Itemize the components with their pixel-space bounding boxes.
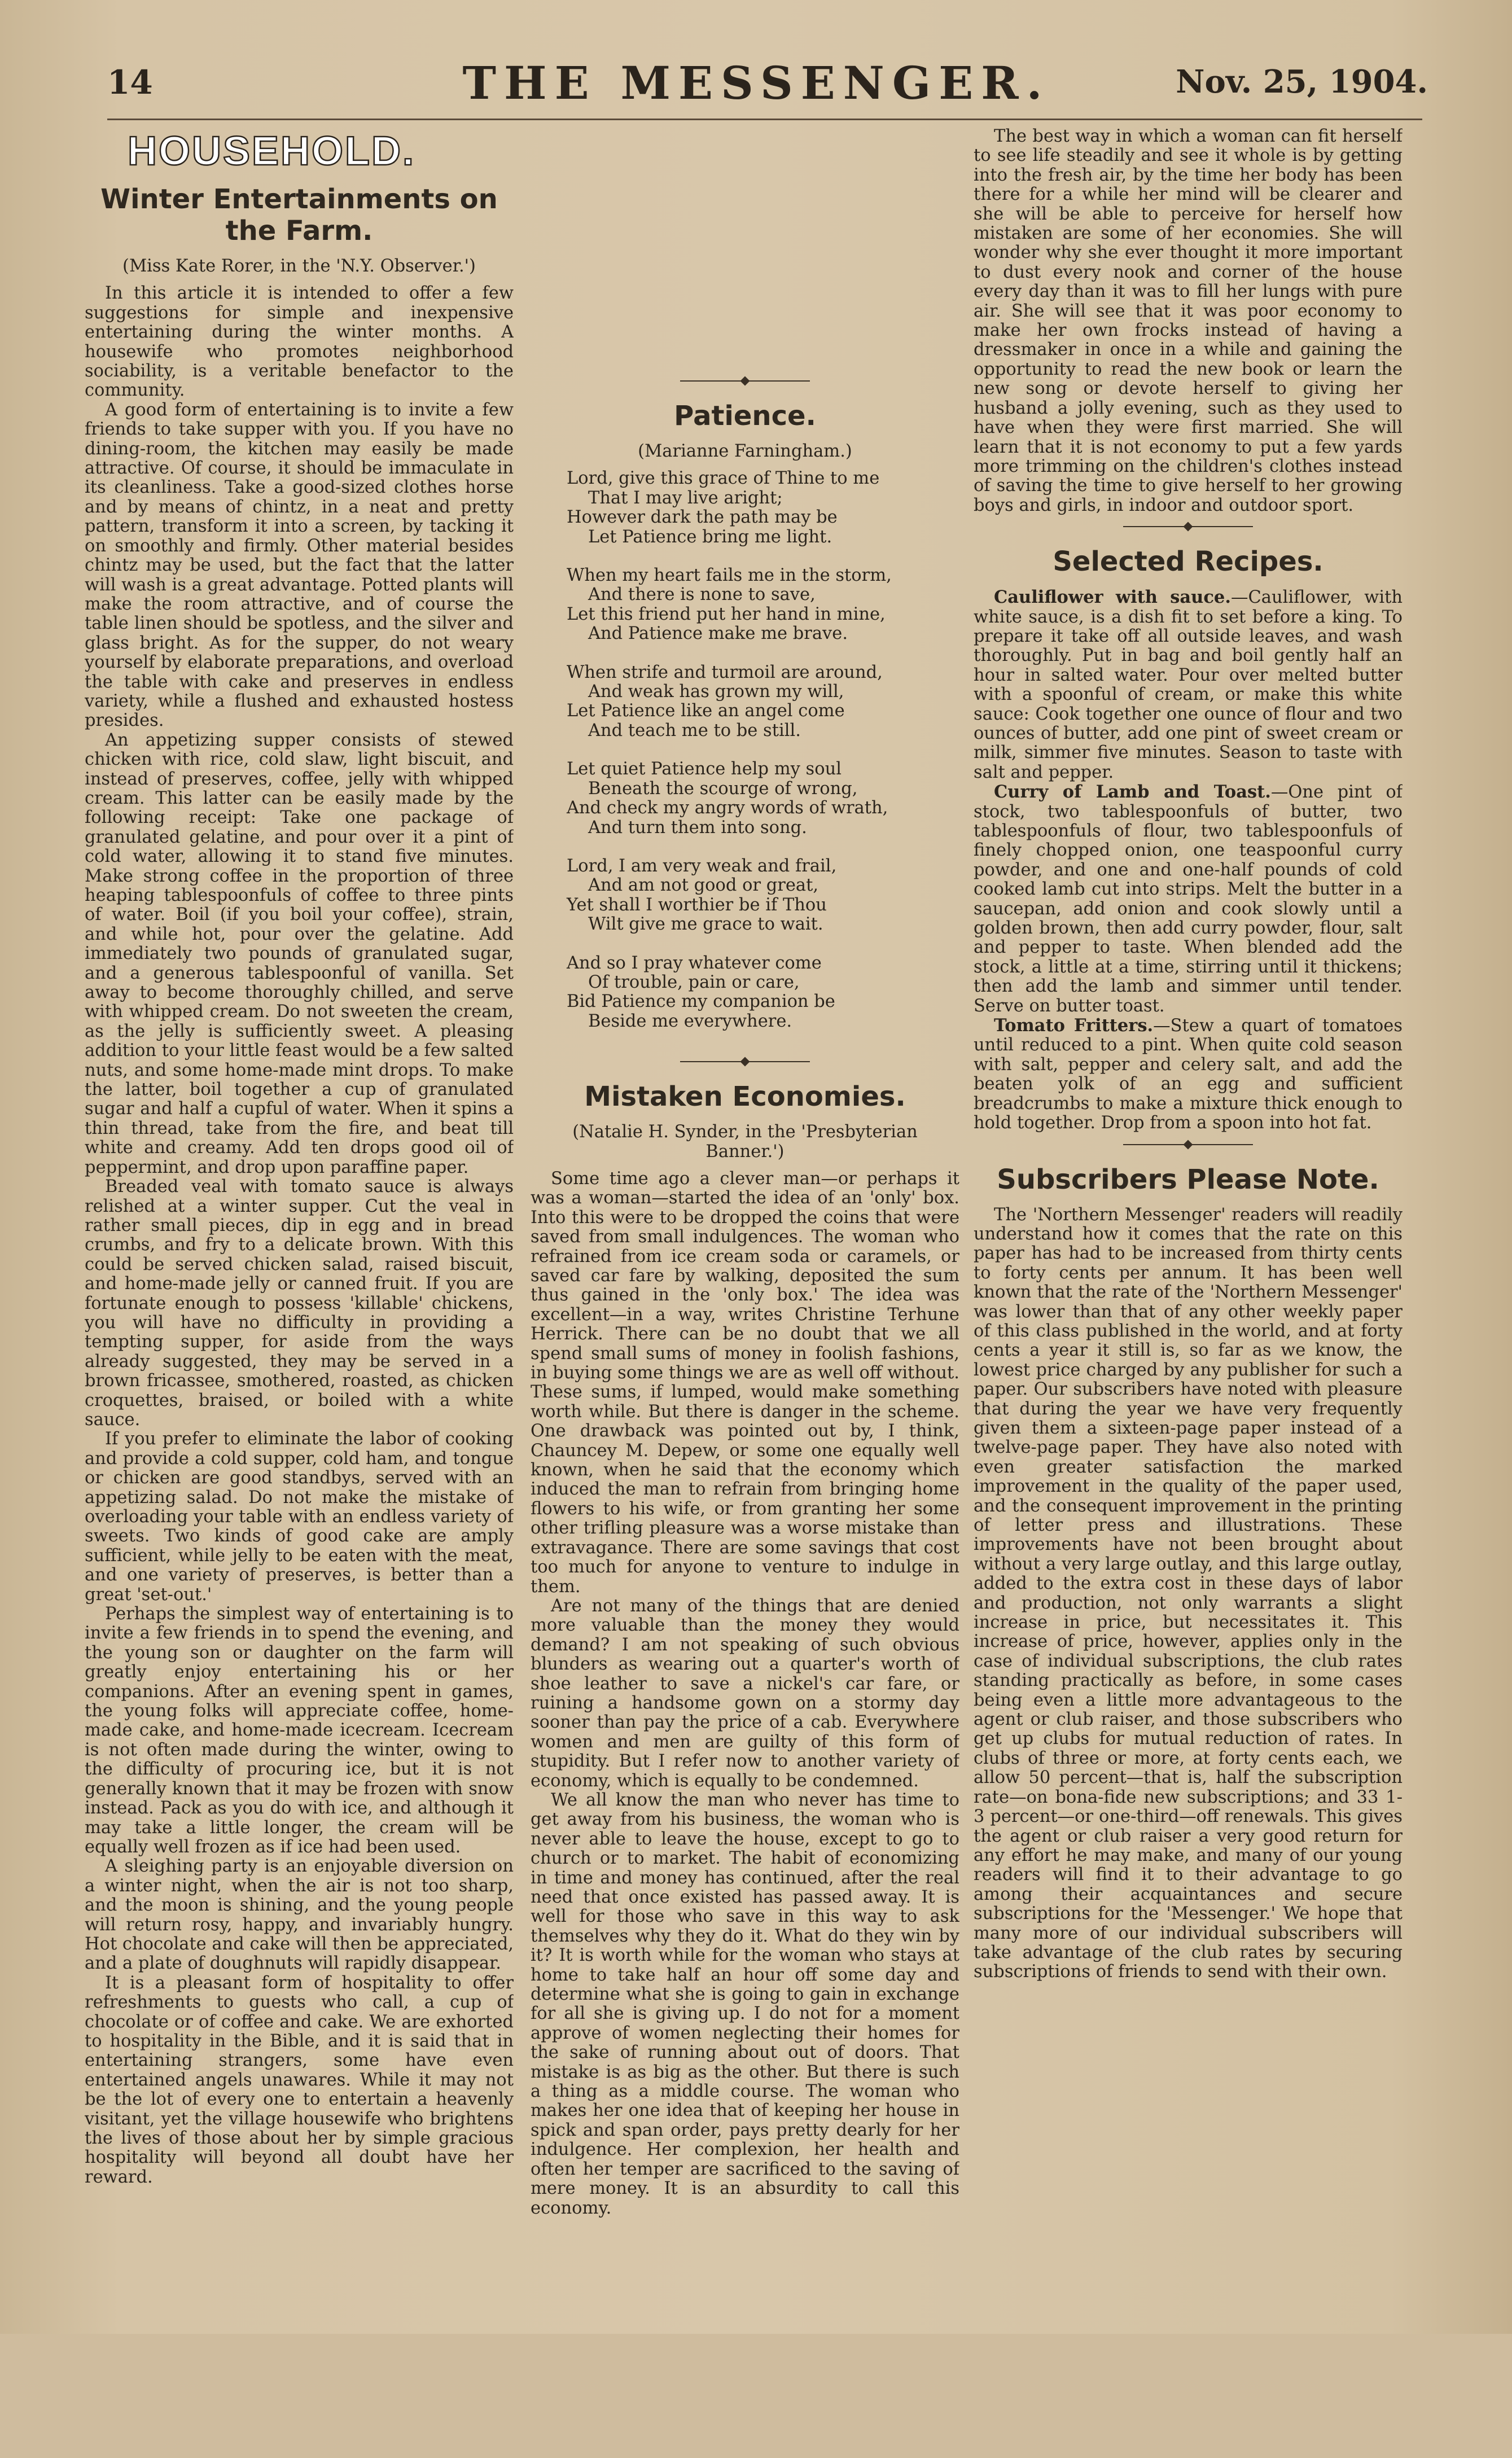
poem-line: Lord, give this grace of Thine to me [567,468,880,489]
article-title-recipes: Selected Recipes. [1053,546,1323,578]
poem-line: Of trouble, pain or care, [588,972,800,992]
paragraph: An appetizing supper consists of stewed chicken with rice, cold slaw, light biscuit, and instead of preserves, coffee, jelly with whipped cream. This latter can be easily made by the following receipt: Take one package of granulated gelatine, and pour over it a pint of cold water, allowing it to stand five minutes. Make strong coffee in the proportion of three heaping tablespoonfuls of coffee to three pints of water. Boil (if you boil your coffee), strain, and while hot, pour over the gelatine. Add immediately two pounds of granulated sugar, and a generous tablespoonful of vanilla. Set away to become thoroughly chilled, and serve with whipped cream. Do not sweeten the cream, as the jelly is sufficiently sweet. A pleasing addition to your little feast would be a few salted nuts, and some home-made mint drops. To make the latter, boil together a cup of granulated sugar and half a cupful of water. When it spins a thin thread, take from the fire, and beat till white and creamy. Add ten drops good oil of peppermint, and drop upon paraffine paper. [85,730,514,1177]
paragraph: In this article it is intended to offer a few suggestions for simple and inexpensive entertaining during the winter months. A housewife who promotes neighborhood sociability, is a veritable benefactor to the community. [85,283,514,401]
paragraph: Breaded veal with tomato sauce is always relished at a winter supper. Cut the veal in rather small pieces, dip in egg and in bread crumbs, and fry to a delicate brown. With this could be served chicken salad, raised biscuit, and home-made jelly or canned fruit. If you are fortunate enough to possess 'killable' chickens, you will have no difficulty in providing a tempting supper, for aside from the ways already suggested, they may be served in a brown fricassee, smothered, roasted, as chicken croquettes, braised, or boiled with a white sauce. [85,1177,514,1430]
recipe-item [974,588,1403,782]
poem-line: Let Patience like an angel come [567,701,845,721]
article-title-economies: Mistaken Economies. [584,1081,906,1113]
poem-line: Lord, I am very weak and frail, [567,856,837,876]
poem-line: And check my angry words of wrath, [567,798,888,818]
poem-stanza [546,954,959,1032]
column-1 [85,121,514,2210]
poem-line: And am not good or great, [588,875,819,896]
paragraph: A good form of entertaining is to invite a few friends to take supper with you. If you have no dining-room, the kitchen may easily be made attractive. Of course, it should be immaculate in its cleanliness. Take a good-sized clothes horse and by means of chintz, in a neat and pretty pattern, transform it into a screen, by tacking it on smoothly and firmly. Other material besides chintz may be used, but the fact that the latter will wash is a great advantage. Potted plants will make the room attractive, and of course the table linen should be spotless, and the silver and glass bright. As for the supper, do not weary yourself by elaborate preparations, and overload the table with cake and preserves in endless variety, while a flushed and exhausted hostess presides. [85,400,514,731]
paragraph: The 'Northern Messenger' readers will readily understand how it comes that the rate on this paper has had to be increased from thirty cents to forty cents per annum. It has been well known that the rate of the 'Northern Messenger' was lower than that of any other weekly paper of this class published in the world, and at forty cents a year it still is, so far as we know, the lowest price charged by any publisher for such a paper. Our subscribers have noted with pleasure that during the year we have very frequently given them a sixteen-page paper instead of a twelve-page paper. They have also noted with even greater satisfaction the marked improvement in the quality of the paper used, and the consequent improvement in the printing of letter press and illustrations. These improvements have not been brought about without a very large outlay, and this large outlay, added to the extra cost in these days of labor and production, not only warrants a slight increase in price, but necessitates it. This increase of price, however, applies only in the case of individual subscriptions, the club rates standing practically as before, in some cases being even a little more advantageous to the agent or club raiser, and those subscribers who get up clubs for mutual reduction of rates. In clubs of three or more, at forty cents each, we allow 50 percent—that is, half the subscription rate—on bona-fide new subscriptions; and 33 1-3 percent—or one-third—off renewals. This gives the agent or club raiser a very good return for any effort he may make, and many of our young readers will find it to their advantage to go among their acquaintances and secure subscriptions for the 'Messenger.' We hope that many more of our individual subscribers will take advantage of the club rates by securing subscriptions of friends to send with their own. [974,1204,1403,1982]
poem-patience [546,469,959,1031]
recipe-text: —Stew a quart of tomatoes until reduced to a pint. When quite cold season with salt, pepper and celery salt, and add the beaten yolk of an egg and sufficient breadcrumbs to make a mixture thick enough to hold together. Drop from a spoon into hot fat. [974,1016,1403,1133]
poem-stanza [546,760,959,838]
poem-line: Beside me everywhere. [588,1011,792,1031]
paper-name: THE MESSENGER. [462,56,1050,109]
recipe-name: Tomato Fritters. [994,1015,1154,1036]
section-divider [974,515,1403,538]
poem-line: When strife and turmoil are around, [567,662,883,682]
section-divider [974,1133,1403,1156]
diamond-ornament-icon [740,1057,750,1067]
poem-line: Yet shall I worthier be if Thou [567,895,827,915]
section-heading: HOUSEHOLD. [128,129,416,174]
byline-economies: (Natalie H. Synder, in the 'Presbyterian Banner.') [572,1122,918,1162]
recipe-name: Curry of Lamb and Toast. [994,782,1271,803]
poem-stanza [546,857,959,935]
poem-line: Let Patience bring me light. [588,527,832,547]
recipe-item [974,1016,1403,1133]
column-2 [531,121,959,2458]
poem-line: Beneath the scourge of wrong, [588,778,858,799]
article-title-patience: Patience. [674,400,816,432]
issue-date: Nov. 25, 1904. [1176,63,1428,100]
page-number: 14 [107,63,153,102]
paragraph: Perhaps the simplest way of entertaining is to invite a few friends in to spend the evening, and the young son or daughter on the farm will greatly enjoy entertaining his or her companions. After an evening spent in games, the young folks will appreciate coffee, home-made cake, and home-made icecream. Icecream is not often made during the winter, owing to the difficulty of procuring ice, but it is not generally known that it may be frozen with snow instead. Pack as you do with ice, and although it may take a little longer, the cream will be equally well frozen as if ice had been used. [85,1604,514,1857]
poem-line: When my heart fails me in the storm, [567,566,892,586]
article-title-subscribers: Subscribers Please Note. [997,1163,1379,1195]
paragraph: It is a pleasant form of hospitality to offer refreshments to guests who call, a cup of chocolate or of coffee and cake. We are exhorted to hospitality in the Bible, and it is said that in entertaining strangers, some have even entertained angels unawares. While it may not be the lot of every one to entertain a heavenly visitant, yet the village housewife who brightens the lives of those about her by simple gracious hospitality will beyond all doubt have her reward. [85,1973,514,2187]
poem-line: Wilt give me grace to wait. [588,914,823,935]
section-divider [531,370,959,392]
poem-line: Let quiet Patience help my soul [567,759,842,779]
recipe-item [974,782,1403,1016]
paragraph: Some time ago a clever man—or perhaps it was a woman—started the idea of an 'only' box. Into this were to be dropped the coins that were saved from small indulgences. The woman who refrained from ice cream soda or caramels, or saved car fare by walking, deposited the sum thus gained in the 'only box.' The idea was excellent—in a way, writes Christine Terhune Herrick. There can be no doubt that we all spend small sums of money in foolish fashions, in buying some things we are as well off without. These sums, if lumped, would make something worth while. But there is danger in the scheme. One drawback was pointed out by, I think, Chauncey M. Depew, or some one equally well known, when he said that the economy which induced the man to refrain from bringing home flowers to his wife, or from granting her some other trifling pleasure was a worse mistake than extravagance. There are some savings that cost too much for anyone to venture to indulge in them. [531,1168,959,1597]
paragraph: A sleighing party is an enjoyable diversion on a winter night, when the air is not too sharp, and the moon is shining, and the young people will return rosy, happy, and invariably hungry. Hot chocolate and cake will then be appreciated, and a plate of doughnuts will rapidly disappear. [85,1856,514,1974]
poem-line: And Patience make me brave. [588,624,848,644]
poem-line: Bid Patience my companion be [567,992,835,1012]
poem-stanza [546,663,959,741]
column-3 [974,127,1403,2215]
paragraph: The best way in which a woman can fit herself to see life steadily and see it whole is by getting into the fresh air, by the time her body has been there for a while her mind will be clearer and she will be able to perceive for herself how mistaken are some of her economies. She will wonder why she ever thought it more important to dust every nook and corner of the house every day than it was to fill her lungs with pure air. She will see that it was poor economy to make her own frocks instead of having a dressmaker in once in a while and gaining the opportunity to read the new book or learn the new song or devote herself to giving her husband a jolly evening, such as they used to have when they were first married. She will learn that it is not economy to put a few yards more trimming on the children's clothes instead of saving the time to give herself to her growing boys and girls, in indoor and outdoor sport. [974,127,1403,515]
poem-line: However dark the path may be [567,507,838,528]
masthead-rule [107,119,1422,120]
poem-line: And there is none to save, [588,585,816,605]
byline-winter: (Miss Kate Rorer, in the 'N.Y. Observer.') [122,256,476,276]
section-divider [531,1050,959,1073]
poem-line: And teach me to be still. [588,720,801,741]
article-title-winter: Winter Entertainments on the Farm. [100,183,498,247]
diamond-ornament-icon [740,376,750,386]
recipe-name: Cauliflower with sauce. [994,587,1231,608]
poem-line: That I may live aright; [588,488,783,508]
recipe-text: —Cauliflower, with white sauce, is a dish fit to set before a king. To prepare it take off all outside leaves, and wash thoroughly. Put in bag and boil gently half an hour in salted water. Pour over melted butter with a spoonful of cream, or make this white sauce: Cook together one ounce of flour and two ounces of butter, add one pint of sweet cream or milk, simmer five minutes. Season to taste with salt and pepper. [974,588,1403,782]
byline-patience: (Marianne Farningham.) [638,441,852,461]
poem-line: Let this friend put her hand in mine, [567,604,886,624]
recipe-text: —One pint of stock, two tablespoonfuls of butter, two tablespoonfuls of flour, two tablespoonfuls of finely chopped onion, one teaspoonful curry powder, and one and one-half pounds of cold cooked lamb cut into strips. Melt the butter in a saucepan, add onion and cook slowly until a golden brown, then add curry powder, flour, salt and pepper to taste. When blended add the stock, a little at a time, stirring until it thickens; then add the lamb and simmer until tender. Serve on butter toast. [974,782,1403,1016]
masthead [85,56,1428,119]
paragraph: We all know the man who never has time to get away from his business, the woman who is never able to leave the house, except to go to church or to market. The habit of economizing in time and money has continued, after the real need that once existed has passed away. It is well for those who save in this way to ask themselves why they do it. What do they win by it? It is worth while for the woman who stays at home to take half an hour off some day and determine what she is going to gain in exchange for all she is giving up. I do not for a moment approve of women neglecting their homes for the sake of running about out of doors. That mistake is as big as the other. But there is such a thing as a middle course. The woman who makes her one idea that of keeping her house in spick and span order, pays pretty dearly for her indulgence. Her complexion, her health and often her temper are sacrificed to the saving of mere money. It is an absurdity to call this economy. [531,1790,959,2218]
poem-stanza [546,566,959,644]
poem-line: And weak has grown my will, [588,682,844,702]
diamond-ornament-icon [1184,1140,1193,1149]
poem-stanza [546,469,959,547]
paragraph: Are not many of the things that are denied more valuable than the money they would demand? I am not speaking of such obvious blunders as wearing out a quarter's worth of shoe leather to save a nickel's car fare, or ruining a handsome gown on a stormy day sooner than pay the price of a cab. Everywhere women and men are guilty of this form of stupidity. But I refer now to another variety of economy, which is equally to be condemned. [531,1596,959,1791]
poem-line: And turn them into song. [588,817,807,838]
paragraph: If you prefer to eliminate the labor of cooking and provide a cold supper, cold ham, and tongue or chicken are good standbys, served with an appetizing salad. Do not make the mistake of overloading your table with an endless variety of sweets. Two kinds of good cake are amply sufficient, while jelly to be eaten with the meat, and one variety of preserves, is better than a great 'set-out.' [85,1429,514,1605]
poem-line: And so I pray whatever come [567,953,822,973]
diamond-ornament-icon [1184,522,1193,532]
